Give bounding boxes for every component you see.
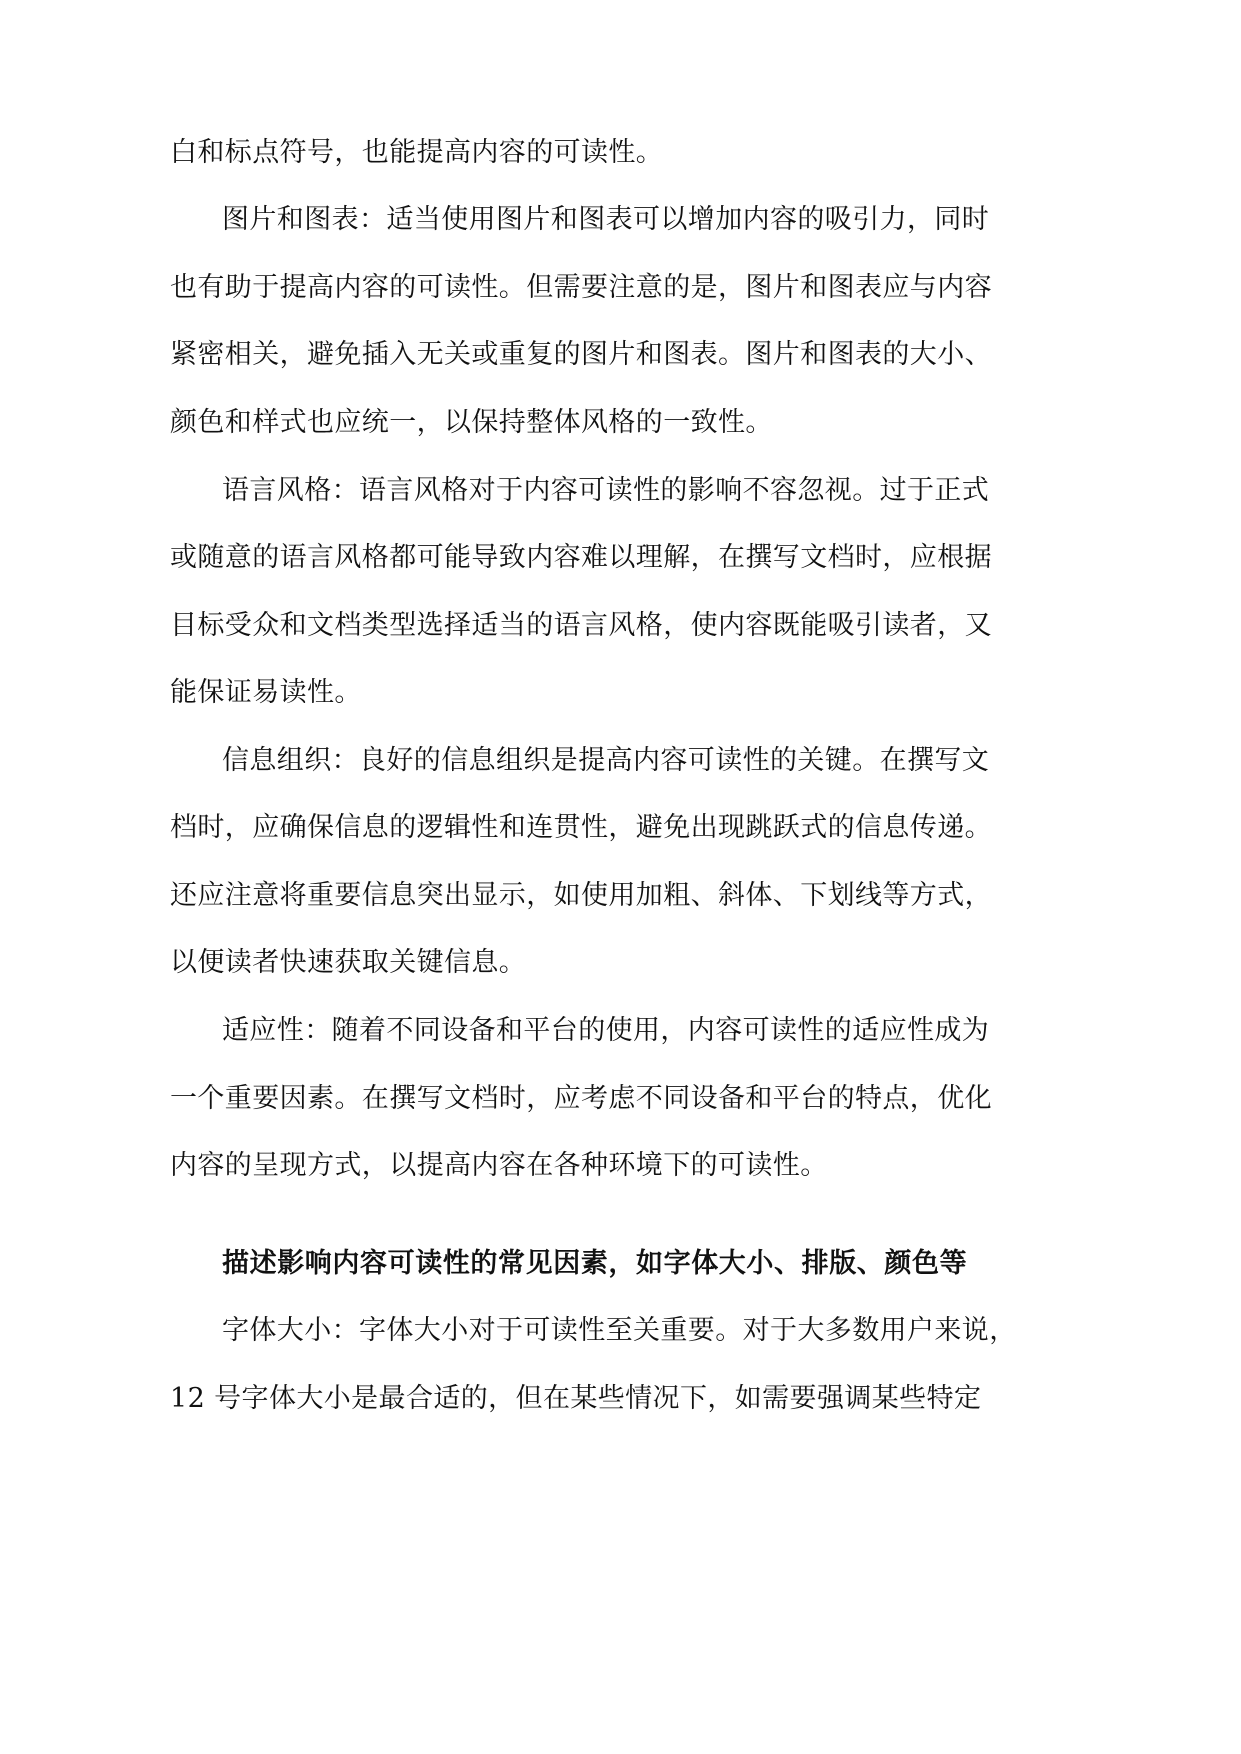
text-line: 内容的呈现方式，以提高内容在各种环境下的可读性。 [170,1150,828,1181]
text-line: 还应注意将重要信息突出显示，如使用加粗、斜体、下划线等方式， [170,880,992,911]
text-line: 颜色和样式也应统一，以保持整体风格的一致性。 [170,407,773,438]
text-line: 或随意的语言风格都可能导致内容难以理解，在撰写文档时，应根据 [170,542,992,573]
text-line: 能保证易读性。 [170,677,362,708]
paragraph-first-line: 信息组织：良好的信息组织是提高内容可读性的关键。在撰写文 [222,745,990,776]
text-line: 以便读者快速获取关键信息。 [170,947,527,978]
text-line: 一个重要因素。在撰写文档时，应考虑不同设备和平台的特点，优化 [170,1083,992,1114]
paragraph-first-line: 图片和图表：适当使用图片和图表可以增加内容的吸引力，同时 [222,204,990,235]
text-line: 白和标点符号，也能提高内容的可读性。 [170,137,664,168]
text-line: 档时，应确保信息的逻辑性和连贯性，避免出现跳跃式的信息传递。 [170,812,992,843]
text-line: 目标受众和文档类型选择适当的语言风格，使内容既能吸引读者，又 [170,610,992,641]
text-line: 也有助于提高内容的可读性。但需要注意的是，图片和图表应与内容 [170,272,992,303]
section-heading: 描述影响内容可读性的常见因素，如字体大小、排版、颜色等 [222,1248,968,1279]
paragraph-first-line: 字体大小：字体大小对于可读性至关重要。对于大多数用户来说， [222,1315,1017,1346]
text-line: 12 号字体大小是最合适的，但在某些情况下，如需要强调某些特定 [170,1383,982,1414]
paragraph-first-line: 语言风格：语言风格对于内容可读性的影响不容忽视。过于正式 [222,475,990,506]
text-line: 紧密相关，避免插入无关或重复的图片和图表。图片和图表的大小、 [170,339,992,370]
paragraph-first-line: 适应性：随着不同设备和平台的使用，内容可读性的适应性成为 [222,1015,990,1046]
